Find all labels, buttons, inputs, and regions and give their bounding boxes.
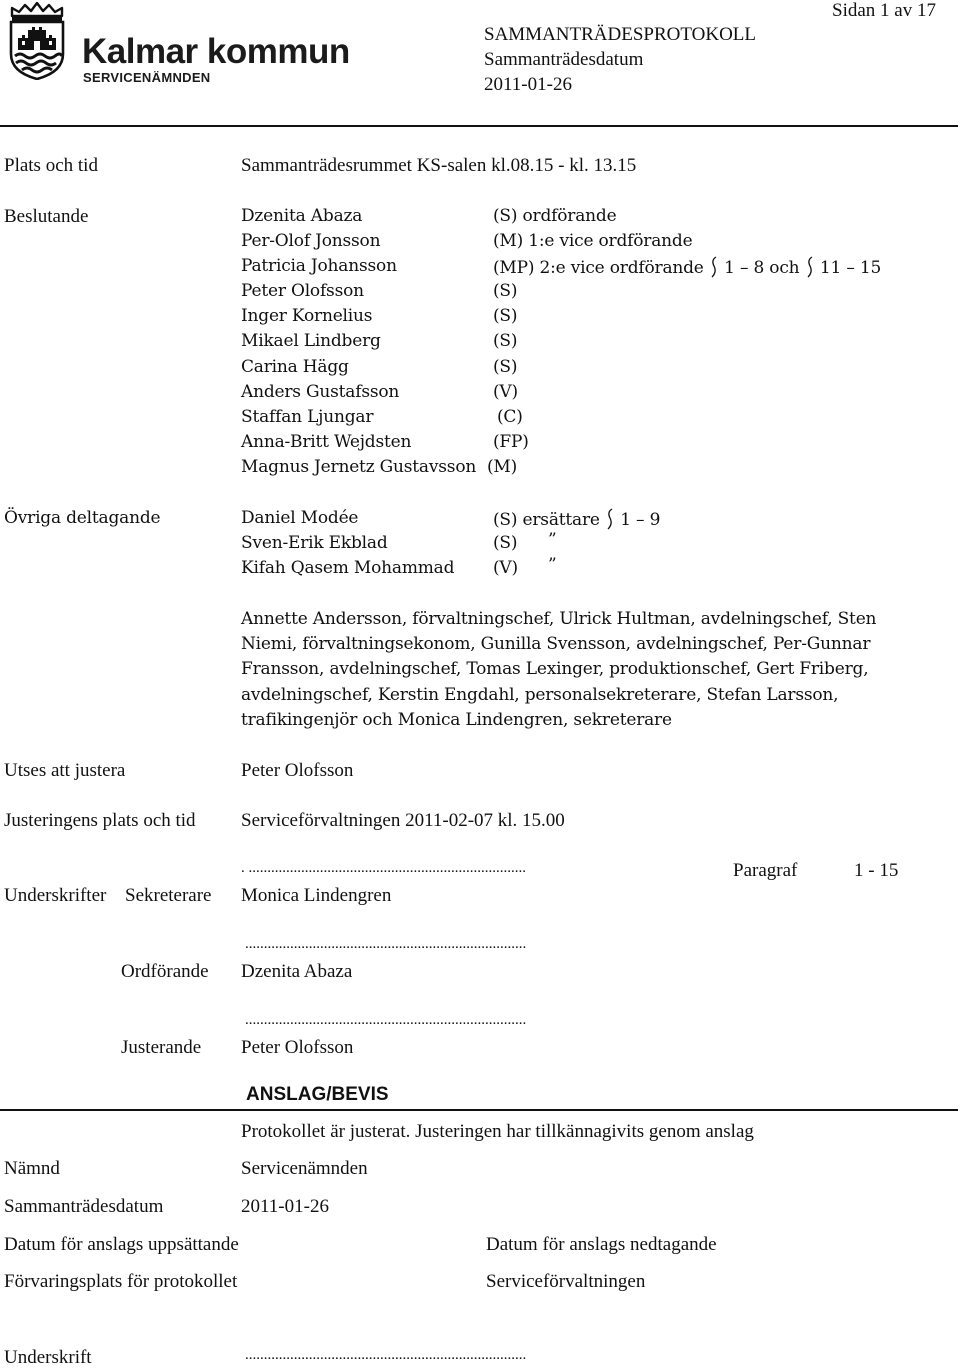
- member-name: Magnus Jernetz Gustavsson: [241, 457, 477, 477]
- member-name: Daniel Modée: [241, 508, 359, 528]
- sekreterare-role: Sekreterare: [125, 885, 212, 906]
- municipal-coat-of-arms: [6, 2, 68, 80]
- member-role-with-ranges: [493, 256, 881, 278]
- range-start: 11: [819, 258, 842, 278]
- org-name: Kalmar kommun: [82, 32, 350, 71]
- signature-line-sekreterare: . ..........................................................................: [241, 860, 526, 876]
- plats-label: Plats och tid: [4, 155, 98, 176]
- member-role: (S) ersättare: [493, 510, 600, 530]
- datum-value: 2011-01-26: [241, 1196, 329, 1217]
- anslag-rule: [0, 1109, 958, 1111]
- section-mark-icon: [709, 256, 719, 278]
- signature-line-ordforande: ...........................................................................: [245, 936, 527, 952]
- member-role-with-ranges: [493, 508, 660, 530]
- justerande-name: Peter Olofsson: [241, 1037, 354, 1058]
- signature-line-underskrift: ...........................................................................: [245, 1347, 527, 1363]
- member-role: (S): [493, 533, 518, 553]
- member-name: Per-Olof Jonsson: [241, 231, 381, 251]
- member-name: Patricia Johansson: [241, 256, 397, 276]
- member-role: (S): [493, 357, 518, 377]
- ditto-mark: ”: [548, 555, 557, 575]
- range-dash-icon: –: [636, 510, 645, 530]
- member-role: (S) ordförande: [493, 206, 617, 226]
- member-role: (M): [487, 457, 518, 477]
- member-role: (S): [493, 331, 518, 351]
- member-role: (MP) 2:e vice ordförande: [493, 258, 704, 278]
- beslutande-label: Beslutande: [4, 206, 89, 227]
- underskrift-label: Underskrift: [4, 1347, 92, 1368]
- member-name: Sven-Erik Ekblad: [241, 533, 388, 553]
- member-name: Staffan Ljungar: [241, 407, 374, 427]
- member-name: Carina Hägg: [241, 357, 349, 377]
- anslag-heading: ANSLAG/BEVIS: [246, 1084, 389, 1105]
- uppsattande-label: Datum för anslags uppsättande: [4, 1234, 239, 1255]
- namnd-label: Nämnd: [4, 1158, 60, 1179]
- page-indicator: Sidan 1 av 17: [832, 0, 936, 21]
- header-rule: [0, 125, 958, 127]
- date-value: 2011-01-26: [484, 74, 572, 95]
- member-name: Mikael Lindberg: [241, 331, 381, 351]
- justerande-role: Justerande: [121, 1037, 202, 1058]
- member-name: Dzenita Abaza: [241, 206, 363, 226]
- section-mark-icon: [605, 508, 615, 530]
- plats-value: Sammanträdesrummet KS-salen kl.08.15 - kl. 13.15: [241, 155, 637, 176]
- range-start: 1: [724, 258, 735, 278]
- range-end: 15: [859, 258, 882, 278]
- member-name: Inger Kornelius: [241, 306, 373, 326]
- justering-label: Justeringens plats och tid: [4, 810, 196, 831]
- paragraf-value: 1 - 15: [854, 860, 899, 881]
- ditto-mark: ”: [548, 530, 557, 550]
- anslag-statement: Protokollet är justerat. Justeringen har tillkännagivits genom anslag: [241, 1121, 754, 1142]
- justering-value: Serviceförvaltningen 2011-02-07 kl. 15.00: [241, 810, 565, 831]
- org-unit: SERVICENÄMNDEN: [83, 70, 211, 85]
- utses-value: Peter Olofsson: [241, 760, 354, 781]
- nedtagande-label: Datum för anslags nedtagande: [486, 1234, 717, 1255]
- range-end: 9: [649, 510, 661, 530]
- range-end: 8 och: [753, 258, 800, 278]
- member-name: Peter Olofsson: [241, 281, 364, 301]
- forvaring-label: Förvaringsplats för protokollet: [4, 1271, 238, 1292]
- ordforande-name: Dzenita Abaza: [241, 961, 353, 982]
- range-dash-icon: –: [846, 258, 855, 278]
- range-dash-icon: –: [739, 258, 749, 278]
- member-role: (S): [493, 281, 518, 301]
- forvaring-value: Serviceförvaltningen: [486, 1271, 646, 1292]
- utses-label: Utses att justera: [4, 760, 126, 781]
- ordforande-role: Ordförande: [121, 961, 209, 982]
- member-role: (V): [493, 382, 518, 402]
- range-start: 1: [620, 510, 631, 530]
- doc-type: SAMMANTRÄDESPROTOKOLL: [484, 24, 757, 45]
- date-label: Sammanträdesdatum: [484, 49, 644, 70]
- datum-label: Sammanträdesdatum: [4, 1196, 164, 1217]
- namnd-value: Servicenämnden: [241, 1158, 368, 1179]
- member-role: (M) 1:e vice ordförande: [493, 231, 693, 251]
- member-role: (S): [493, 306, 518, 326]
- sekreterare-name: Monica Lindengren: [241, 885, 392, 906]
- member-role: (FP): [493, 432, 529, 452]
- member-role: (C): [497, 407, 523, 427]
- officials-paragraph: Annette Andersson, förvaltningschef, Ulrick Hultman, avdelningschef, Sten Niemi, förvaltningsekonom, Gunilla Svensson, avdelningschef, Per-Gunnar Fransson, avdelningschef, Tomas Lexinger, produktionschef, Gert Friberg, avdelningschef, Kerstin Engdahl, personalsekreterare, Stefan Larsson, trafikingenjör och Monica Lindengren, sekreterare: [241, 609, 877, 730]
- section-mark-icon: [805, 256, 815, 278]
- member-name: Kifah Qasem Mohammad: [241, 558, 455, 578]
- paragraf-label: Paragraf: [733, 860, 798, 881]
- ovriga-label: Övriga deltagande: [4, 508, 161, 528]
- member-name: Anna-Britt Wejdsten: [241, 432, 412, 452]
- signature-line-justerande: ...........................................................................: [245, 1012, 527, 1028]
- underskrifter-label: Underskrifter: [4, 885, 107, 906]
- member-name: Anders Gustafsson: [241, 382, 400, 402]
- member-role: (V): [493, 558, 518, 578]
